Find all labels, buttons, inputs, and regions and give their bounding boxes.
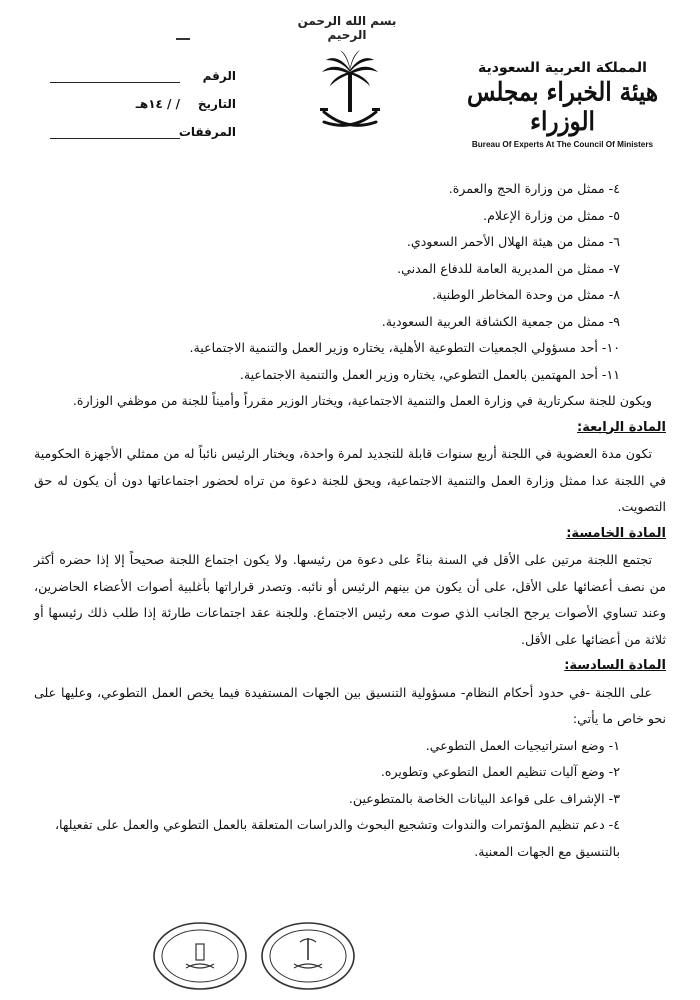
- member-item-7: ٧- ممثل من المديرية العامة للدفاع المدني.: [397, 260, 620, 276]
- member-item-4: ٤- ممثل من وزارة الحج والعمرة.: [448, 181, 620, 196]
- article-6-item-2: ٢- وضع آليات تنظيم العمل التطوعي وتطويره.: [380, 764, 620, 779]
- member-item-10: ١٠- أحد مسؤولي الجمعيات التطوعية الأهلية، يختاره وزير العمل والتنمية الاجتماعية.: [189, 340, 620, 355]
- ref-label: الرقم: [202, 69, 236, 83]
- article-6-heading: المادة السادسة:: [564, 658, 666, 673]
- article-5-heading: المادة الخامسة:: [566, 525, 666, 541]
- date-value: / / ١٤هـ: [135, 97, 180, 111]
- article-4-text: تكون مدة العضوية في اللجنة أربع سنوات قابلة للتجديد لمرة واحدة، ويختار الرئيس نائباً له من ممثلي الأجهزة الحكومية في اللجنة عدا ممثل وزارة العمل والتنمية الاجتماعية، ويحق للجنة دعوة من تراه لحضور اجتماعاتها دون أن يكون له حق التصويت.: [34, 446, 666, 514]
- member-item-9: ٩- ممثل من جمعية الكشافة العربية السعودية.: [381, 313, 620, 329]
- article-5-text: تجتمع اللجنة مرتين على الأقل في السنة بناءً على دعوة من رئيسها. ولا يكون اجتماع اللجنة صحيحاً إلا إذا حضره أكثر من نصف أعضائها على الأقل، على أن يكون من بينهم الرئيس أو نائبه. وتصدر قراراتها بأغلبية أصوات الأعضاء الحاضرين، وعند تساوي الأصوات يرجح الجانب الذي صوت معه رئيس الاجتماع. وللجنة عقد اجتماعات طارئة إذا طلب ذلك رئيسها أو ثلاثة من أعضائها على الأقل.: [34, 552, 666, 647]
- saudi-emblem-icon: [318, 48, 382, 136]
- date-row: [36, 90, 236, 118]
- member-item-5: ٥- ممثل من وزارة الإعلام.: [483, 207, 620, 223]
- member-item-6: ٦- ممثل من هيئة الهلال الأحمر السعودي.: [406, 234, 620, 249]
- bureau-name-en: Bureau Of Experts At The Council Of Ministers: [471, 140, 654, 149]
- secretariat-paragraph: ويكون للجنة سكرتارية في وزارة العمل والتنمية الاجتماعية، ويختار الوزير مقرراً وأميناً للجنة من موظفي الوزارة.: [72, 393, 652, 408]
- bureau-name-ar: هيئة الخبراء بمجلس الوزراء: [467, 77, 658, 137]
- article-6-item-3: ٣- الإشراف على قواعد البيانات الخاصة بالمتطوعين.: [348, 790, 620, 806]
- official-stamp-left: [152, 920, 248, 992]
- attachments-line: [50, 126, 180, 139]
- official-stamp-right: [260, 920, 356, 992]
- kingdom-name: المملكة العربية السعودية: [478, 60, 647, 76]
- article-4-heading: المادة الرابعة:: [577, 419, 666, 435]
- article-6-item-1: ١- وضع استراتيجيات العمل التطوعي.: [425, 737, 620, 753]
- attachments-row: [36, 118, 236, 146]
- article-6-item-4: ٤- دعم تنظيم المؤتمرات والندوات وتشجيع البحوث والدراسات المتعلقة بالعمل التطوعي والعمل على تفعيلها، بالتنسيق مع الجهات المعنية.: [54, 817, 620, 859]
- article-6-text: على اللجنة -في حدود أحكام النظام- مسؤولية التنسيق بين الجهات المستفيدة فيما يخص العمل التطوعي، وعليها على نحو خاص ما يأتي:: [34, 684, 666, 726]
- member-item-8: ٨- ممثل من وحدة المخاطر الوطنية.: [432, 287, 620, 302]
- reference-block: [36, 62, 236, 146]
- date-label: التاريخ: [197, 97, 236, 111]
- top-dash: [176, 38, 190, 40]
- organization-block: [455, 60, 670, 149]
- ref-line: [50, 70, 180, 83]
- document-body: [34, 176, 666, 865]
- ref-row: [36, 62, 236, 90]
- basmala: بسم الله الرحمن الرحيم: [297, 14, 397, 42]
- member-item-11: ١١- أحد المهتمين بالعمل التطوعي، يختاره وزير العمل والتنمية الاجتماعية.: [239, 366, 620, 382]
- attachments-label: المرفقات: [178, 125, 236, 139]
